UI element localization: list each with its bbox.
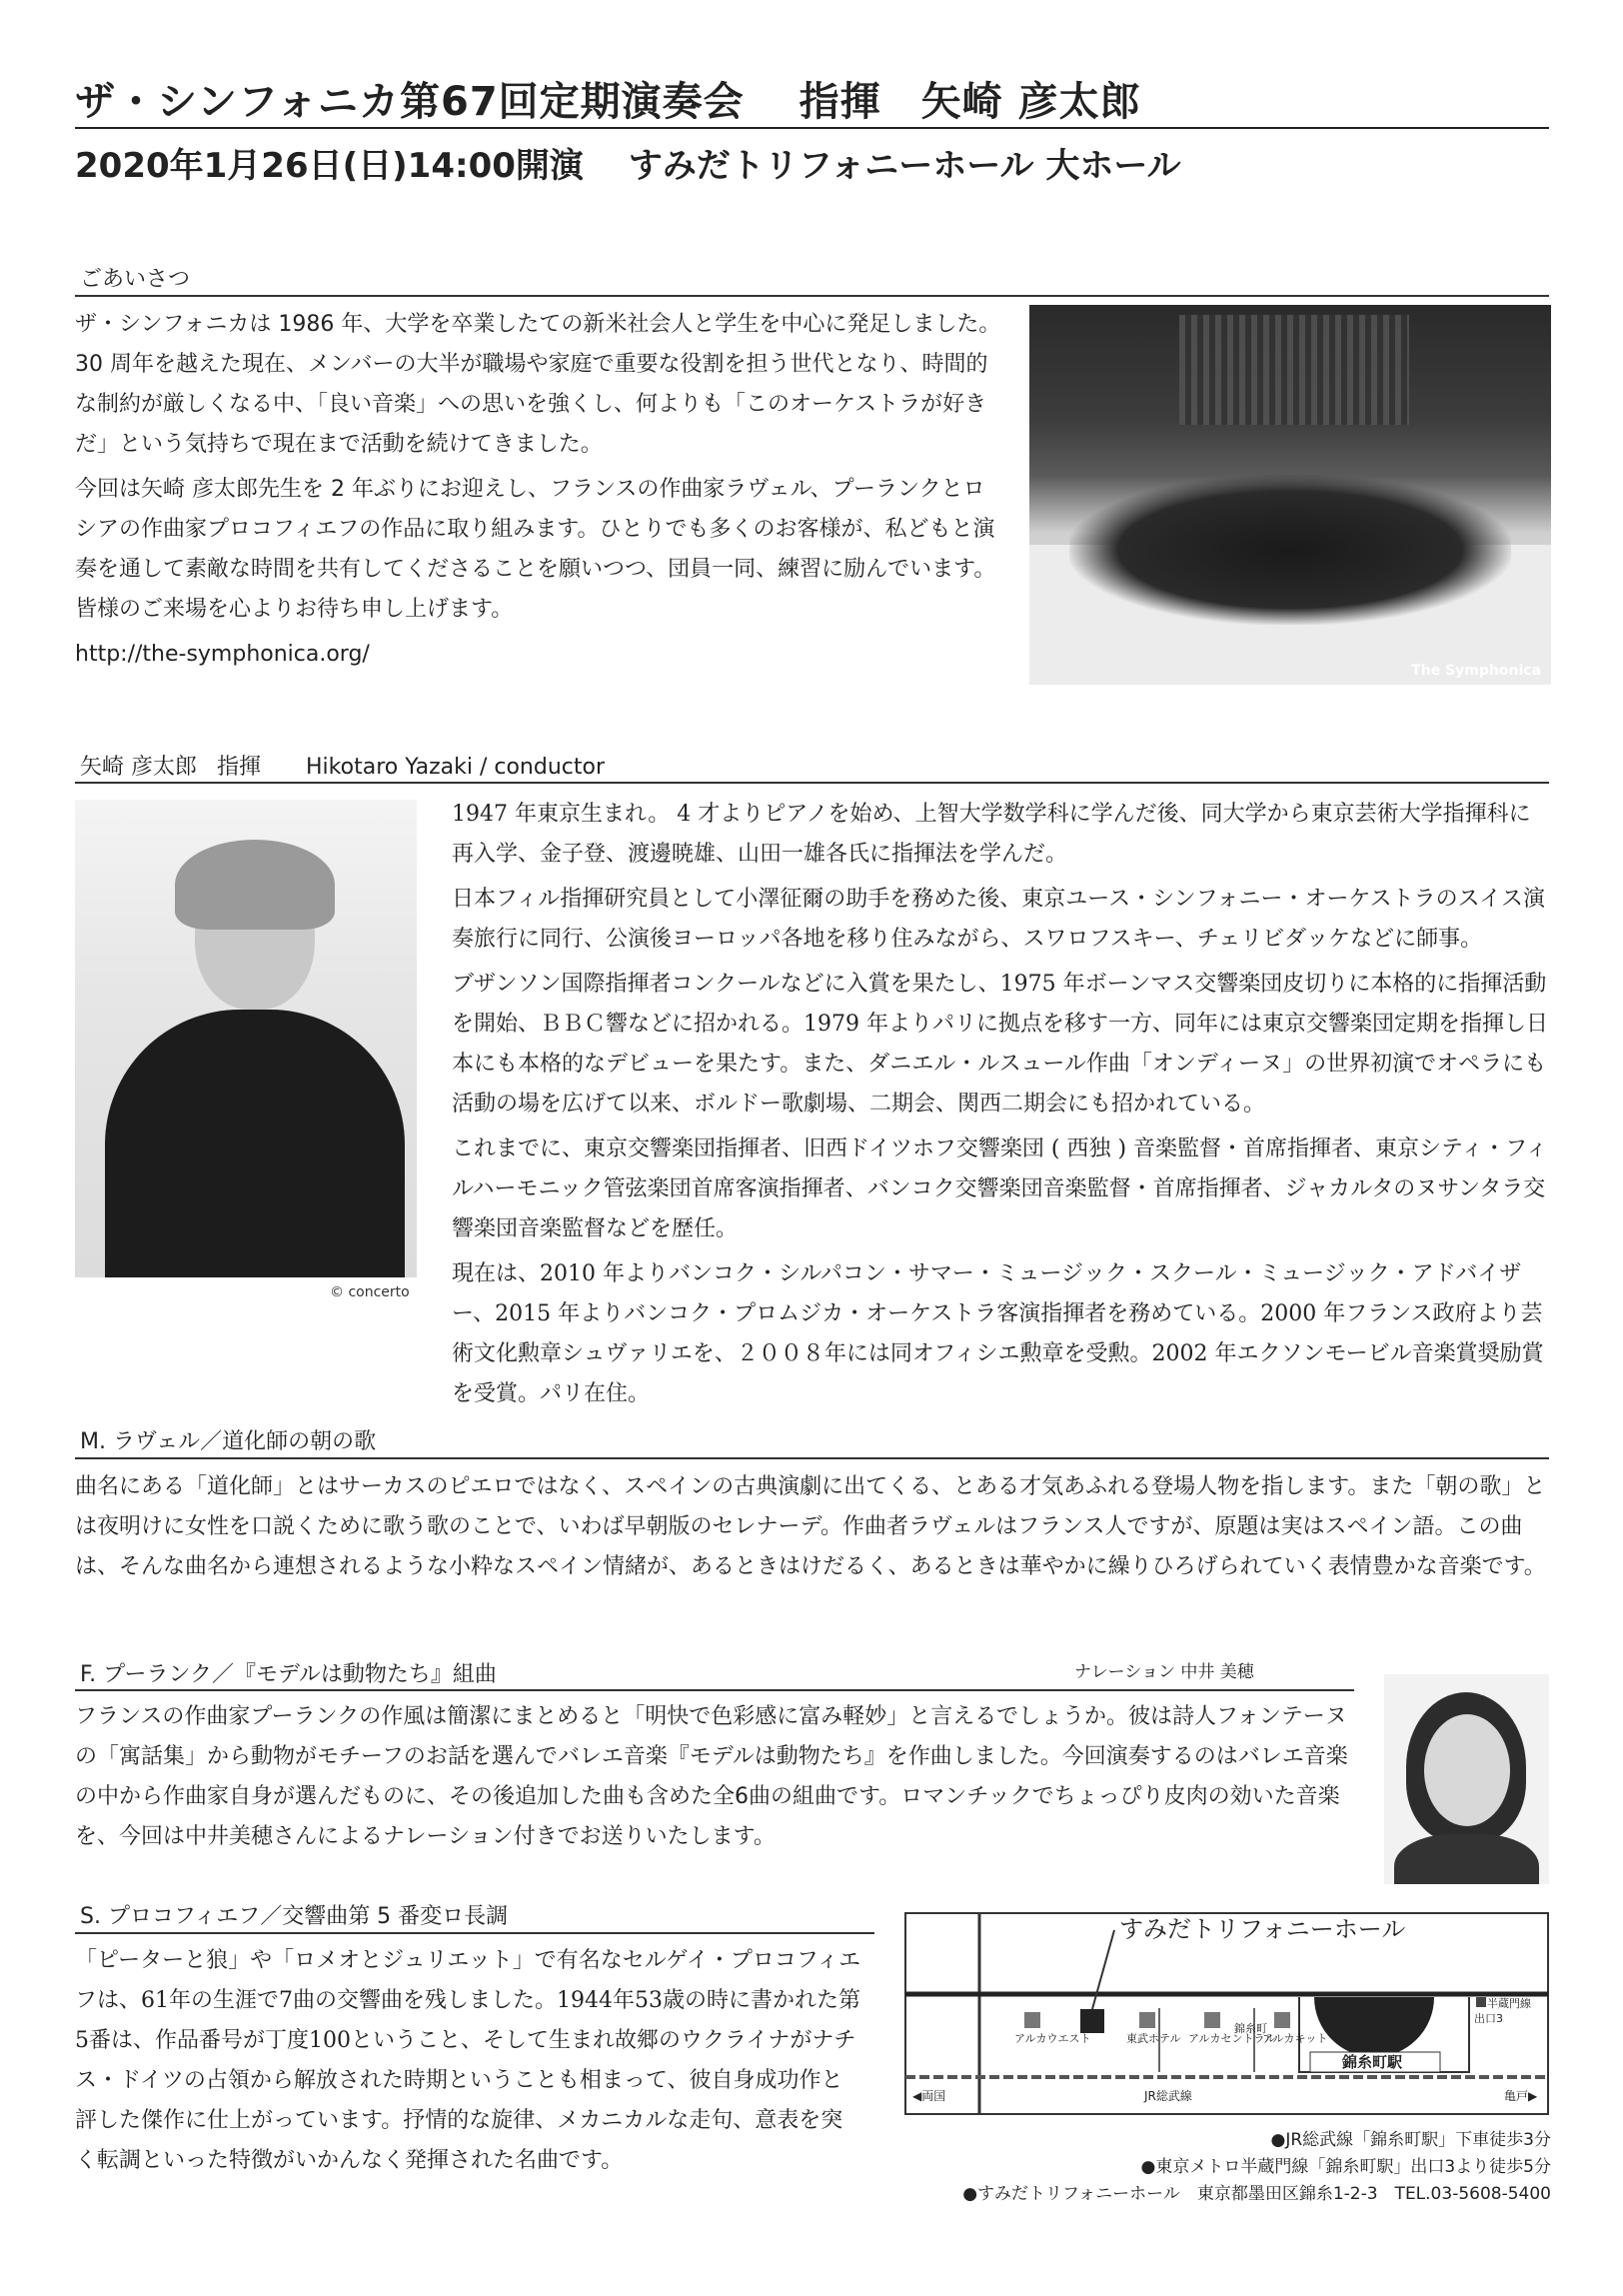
map-label-hanzomon: 半蔵門線 (1487, 1997, 1531, 2010)
conductor-photo-credit: © concerto (330, 1284, 410, 1300)
map-label-kameido: 亀戸▶ (1504, 2089, 1538, 2103)
conductor-hair (175, 840, 335, 930)
greeting-title: ごあいさつ (80, 267, 191, 292)
conductor-jacket (105, 1010, 405, 1277)
access-map (904, 1912, 1549, 2115)
map-label-kitaguchi: 北口 (1364, 2032, 1386, 2045)
greeting-text (75, 305, 1004, 680)
map-label-jr: JR総武線 (1144, 2089, 1192, 2103)
prokofiev-text (75, 1941, 864, 2186)
conductor-heading (80, 750, 605, 781)
concert-name: ザ・シンフォニカ第67回定期演奏会 (75, 79, 745, 125)
conductor-bio (452, 795, 1551, 1419)
map-label-ryogoku: ◀両国 (912, 2089, 946, 2103)
poulenc-title: F. プーランク／『モデルは動物たち』組曲 (80, 1662, 497, 1687)
map-label-arca-central: アルカセントラル (1188, 2032, 1276, 2045)
poulenc-text (75, 1697, 1364, 1862)
conductor-photo (75, 800, 417, 1277)
ravel-text (75, 1467, 1552, 1592)
access-address: ●すみだトリフォニーホール 東京都墨田区錦糸1-2-3 TEL.03-5608-5400 (962, 2184, 1551, 2204)
bio-p3: ブザンソン国際指揮者コンクールなどに入賞を果たし、1975 年ボーンマス交響楽団皮切りに本格的に指揮活動を開始、ＢＢＣ響などに招かれる。1979 年よりパリに拠点を移す一方、同年には東京交響楽団定期を指揮し日本にも本格的なデビューを果たす。また、ダニエル・ルスュール作曲「オンディーヌ」の世界初演でオペラにも活動の場を広げて以来、ボルドー歌劇場、二期会、関西二期会にも招かれている。 (452, 972, 1548, 1117)
ravel-body: 曲名にある「道化師」とはサーカスのピエロではなく、スペインの古典演劇に出てくる、とある才気あふれる登場人物を指します。また「朝の歌」とは夜明けに女性を口説くために歌う歌のことで、いわば早朝版のセレナーデ。作曲者ラヴェルはフランス人ですが、原題は実はスペイン語。この曲は、そんな曲名から連想されるような小粋なスペイン情緒が、あるときはけだるく、あるときは華やかに繰りひろげられていく表情豊かな音楽です。 (75, 1474, 1546, 1579)
narration-credit: ナレーション 中井 美穂 (1074, 1662, 1254, 1682)
photo-credit: The Symphonica (1411, 663, 1541, 679)
prokofiev-body: 「ピーターと狼」や「ロメオとジュリエット」で有名なセルゲイ・プロコフィエフは、61年の生涯で7曲の交響曲を残しました。1944年53歳の時に書かれた第5番は、作品番号が丁度100ということ、そして生まれ故郷のウクライナがナチス・ドイツの占領から解放された時期ということも相まって、彼自身成功作と評した傑作に仕上がっています。抒情的な旋律、メカニカルな走句、意表を突く転調といった特徴がいかんなく発揮された名曲です。 (75, 1948, 861, 2173)
greeting-url[interactable]: http://the-symphonica.org/ (75, 642, 370, 667)
conductor-rule (75, 782, 1549, 784)
greeting-p2: 今回は矢崎 彦太郎先生を 2 年ぶりにお迎えし、フランスの作曲家ラヴェル、プーランクとロシアの作曲家プロコフィエフの作品に取り組みます。ひとりでも多くのお客様が、私どもと演奏を通して素敵な時間を共有してくださることを願いつつ、団員一同、練習に励んでいます。皆様のご来場を心よりお待ち申し上げます。 (75, 477, 996, 622)
conductor-role: 指揮 (799, 79, 881, 125)
narrator-photo (1384, 1674, 1549, 1884)
conductor-heading-name: 矢崎 彦太郎 (80, 755, 197, 780)
poulenc-body: フランスの作曲家プーランクの作風は簡潔にまとめると「明快で色彩感に富み軽妙」と言えるでしょうか。彼は詩人フォンテーヌの「寓話集」から動物がモチーフのお話を選んでバレエ音楽『モデルは動物たち』を作曲しました。今回演奏するのはバレエ音楽の中から作曲家自身が選んだものに、その後追加した曲も含めた全6曲の組曲です。ロマンチックでちょっぴり皮肉の効いた音楽を、今回は中井美穂さんによるナレーション付きでお送りいたします。 (75, 1704, 1348, 1849)
map-building-tobu (1139, 2012, 1155, 2028)
organ-pipes (1179, 315, 1409, 425)
greeting-p1: ザ・シンフォニカは 1986 年、大学を卒業したての新米社会人と学生を中心に発足しました。30 周年を越えた現在、メンバーの大半が職場や家庭で重要な役割を担う世代となり、時間的な制約が厳しくなる中、「良い音楽」への思いを強くし、何よりも「このオーケストラが好きだ」という気持ちで現在まで活動を続けてきました。 (75, 312, 1001, 457)
conductor-name: 矢崎 彦太郎 (920, 79, 1141, 125)
prokofiev-title: S. プロコフィエフ／交響曲第 5 番変ロ長調 (80, 1904, 509, 1929)
orchestra-photo (1029, 305, 1551, 685)
map-building-arca-kit (1274, 2012, 1290, 2028)
map-label-station: 錦糸町駅 (1342, 2053, 1403, 2071)
ravel-title: M. ラヴェル／道化師の朝の歌 (80, 1429, 377, 1454)
bio-p4: これまでに、東京交響楽団指揮者、旧西ドイツホフ交響楽団 ( 西独 ) 音楽監督・首席指揮者、東京シティ・フィルハーモニック管弦楽団首席客演指揮者、バンコク交響楽団音楽監督・首席指揮者、ジャカルタのヌサンタラ交響楽団音楽監督などを歴任。 (452, 1137, 1548, 1241)
access-metro: ●東京メトロ半蔵門線「錦糸町駅」出口3より徒歩5分 (1140, 2157, 1551, 2177)
conductor-heading-role: 指揮 (217, 755, 262, 780)
map-label-arca-kit: アルカキット (1262, 2032, 1328, 2045)
map-label-arca-west: アルカウエスト (1014, 2032, 1091, 2045)
map-building-arca-central (1204, 2012, 1220, 2028)
ravel-rule (75, 1457, 1549, 1459)
map-hall-label: すみだトリフォニーホール (1119, 1915, 1406, 1943)
date-time: 2020年1月26日(日)14:00開演 (75, 146, 584, 186)
map-label-kinshicho: 錦糸町 (1234, 2022, 1267, 2035)
narrator-body (1394, 1834, 1539, 1884)
bio-p2: 日本フィル指揮研究員として小澤征爾の助手を務めた後、東京ユース・シンフォニー・オーケストラのスイス演奏旅行に同行、公演後ヨーロッパ各地を移り住みながら、スワロフスキー、チェリビダッケなどに師事。 (452, 887, 1545, 952)
conductor-heading-en: Hikotaro Yazaki / conductor (306, 755, 606, 780)
map-building-arca-west (1024, 2012, 1040, 2028)
narrator-face (1424, 1714, 1510, 1826)
greeting-rule (75, 295, 1549, 297)
bio-p1: 1947 年東京生まれ。 4 才よりピアノを始め、上智大学数学科に学んだ後、同大学から東京芸術大学指揮科に再入学、金子登、渡邊暁雄、山田一雄各氏に指揮法を学んだ。 (452, 802, 1531, 867)
concert-title (75, 70, 1141, 127)
orchestra-members (1069, 475, 1511, 625)
venue: すみだトリフォニーホール 大ホール (628, 146, 1181, 186)
map-building-hall (1080, 2009, 1104, 2033)
poulenc-rule (75, 1689, 1354, 1691)
concert-date-venue (75, 138, 1181, 187)
bio-p5: 現在は、2010 年よりバンコク・シルパコン・サマー・ミュージック・スクール・ミュージック・アドバイザー、2015 年よりバンコク・プロムジカ・オーケストラ客演指揮者を務めている。2000 年フランス政府より芸術文化勲章シュヴァリエを、２００８年には同オフィシエ勲章を受勲。2002 年エクソンモービル音楽賞奨励賞を受賞。パリ在住。 (452, 1261, 1544, 1406)
header-rule (75, 127, 1549, 129)
map-label-exit3: 出口3 (1474, 2012, 1503, 2025)
access-jr: ●JR総武線「錦糸町駅」下車徒歩3分 (1270, 2130, 1551, 2150)
map-exit-marker (1476, 1997, 1486, 2007)
prokofiev-rule (75, 1932, 874, 1934)
map-label-tobu: 東武ホテル (1126, 2032, 1181, 2045)
